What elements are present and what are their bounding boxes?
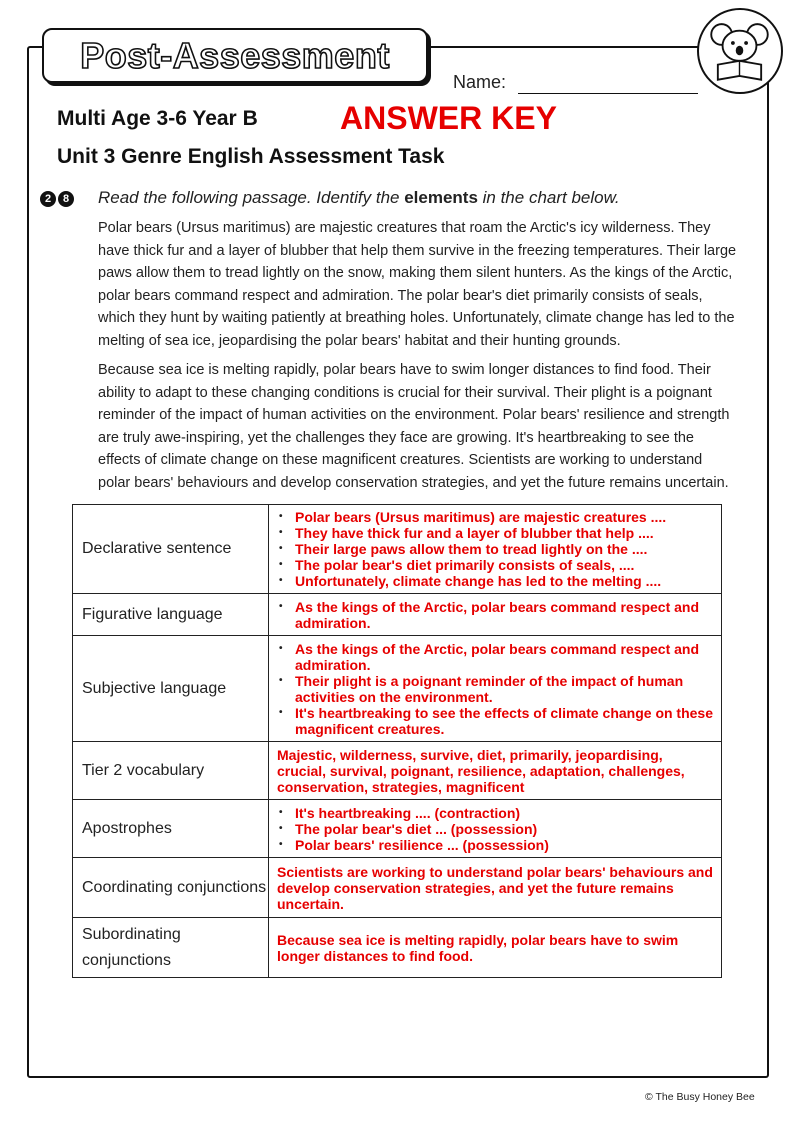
- answer-item: • Their large paws allow them to tread lightly on the ....: [295, 541, 713, 557]
- passage-paragraph: Because sea ice is melting rapidly, polar bears have to swim longer distances to find food. Their ability to adapt to these changing conditions is crucial for their survival. Their plight is a poignant reminder of the impact of human activities on the environment. Polar bears' resilience and strength are truly awe-inspiring, yet the challenges they face are growing. It's heartbreaking to see the effects of climate change on these magnificent creatures. Scientists are working to understand polar bears' behaviours and develop conservation strategies, and yet the future remains uncertain.: [98, 362, 730, 491]
- answer-item: • As the kings of the Arctic, polar bears command respect and admiration.: [295, 599, 713, 631]
- element-label: Subjective language: [73, 636, 269, 742]
- answer-item: • As the kings of the Arctic, polar bears command respect and admiration.: [295, 641, 713, 673]
- element-label: Coordinating conjunctions: [73, 858, 269, 918]
- table-row: [73, 800, 722, 858]
- instruction: [98, 188, 620, 208]
- element-label: Declarative sentence: [73, 505, 269, 594]
- answer-item: • Their plight is a poignant reminder of the impact of human activities on the environment.: [295, 673, 713, 705]
- answer-cell: [269, 505, 722, 594]
- table-row: [73, 918, 722, 978]
- number-badge: 8: [58, 191, 74, 207]
- passage-paragraph: Polar bears (Ursus maritimus) are majestic creatures that roam the Arctic's icy wilderness. They have thick fur and a layer of blubber that help them survive in the freezing temperatures. Their large paws allow them to tread lightly on the snow, making them silent hunters. As the kings of the Arctic, polar bears command respect and admiration. The polar bear's diet primarily consists of seals, which they hunt by waiting patiently at breathing holes. Unfortunately, climate change has led to the melting of sea ice, jeopardising the polar bears' habitat and their hunting grounds.: [98, 220, 737, 349]
- unit-heading: Unit 3 Genre English Assessment Task: [57, 145, 445, 168]
- main-content: [72, 217, 737, 978]
- answer-cell: [269, 636, 722, 742]
- element-label: Subordinating conjunctions: [73, 918, 269, 978]
- answer-item: • The polar bear's diet ... (possession): [295, 821, 713, 837]
- answer-item: • It's heartbreaking .... (contraction): [295, 805, 713, 821]
- elements-chart: [72, 504, 722, 978]
- level-heading: Multi Age 3-6 Year B: [57, 107, 258, 130]
- answer-item: • The polar bear's diet primarily consists of seals, ....: [295, 557, 713, 573]
- name-label: Name:: [453, 72, 507, 92]
- table-row: [73, 858, 722, 918]
- answer-item: • Polar bears' resilience ... (possession): [295, 837, 713, 853]
- answer-cell: [269, 918, 722, 978]
- koala-reading-book-icon: [697, 8, 783, 94]
- answer-cell: [269, 594, 722, 636]
- element-label: Apostrophes: [73, 800, 269, 858]
- answer-item: • Unfortunately, climate change has led to the melting ....: [295, 573, 713, 589]
- instruction-bold: elements: [404, 188, 478, 207]
- element-label: Figurative language: [73, 594, 269, 636]
- instruction-text: Read the following passage. Identify the: [98, 188, 405, 207]
- number-badge: 2: [40, 191, 56, 207]
- answer-item: • They have thick fur and a layer of blubber that help ....: [295, 525, 713, 541]
- answer-key-label: ANSWER KEY: [340, 100, 557, 136]
- page-title: Post-Assessment: [80, 34, 390, 76]
- reading-passage: [98, 217, 738, 494]
- answer-cell: [269, 858, 722, 918]
- answer-item: Because sea ice is melting rapidly, polar bears have to swim longer distances to find food.: [277, 931, 679, 964]
- table-row: [73, 636, 722, 742]
- answer-cell: [269, 742, 722, 800]
- instruction-text: in the chart below.: [477, 188, 620, 207]
- question-number: [40, 191, 74, 207]
- answer-item: Majestic, wilderness, survive, diet, primarily, jeopardising, crucial, survival, poignant, resilience, adaptation, challenges, conservation, strategies, magnificent: [277, 746, 685, 795]
- name-input-line[interactable]: [518, 93, 698, 94]
- answer-item: Scientists are working to understand polar bears' behaviours and develop conservation strategies, and yet the future remains uncertain.: [277, 863, 713, 912]
- title-banner: [42, 28, 428, 83]
- table-row: [73, 594, 722, 636]
- answer-item: • Polar bears (Ursus maritimus) are majestic creatures ....: [295, 509, 713, 525]
- copyright: © The Busy Honey Bee: [645, 1091, 755, 1103]
- answer-cell: [269, 800, 722, 858]
- element-label: Tier 2 vocabulary: [73, 742, 269, 800]
- table-row: [73, 505, 722, 594]
- answer-item: • It's heartbreaking to see the effects of climate change on these magnificent creatures.: [295, 705, 713, 737]
- table-row: [73, 742, 722, 800]
